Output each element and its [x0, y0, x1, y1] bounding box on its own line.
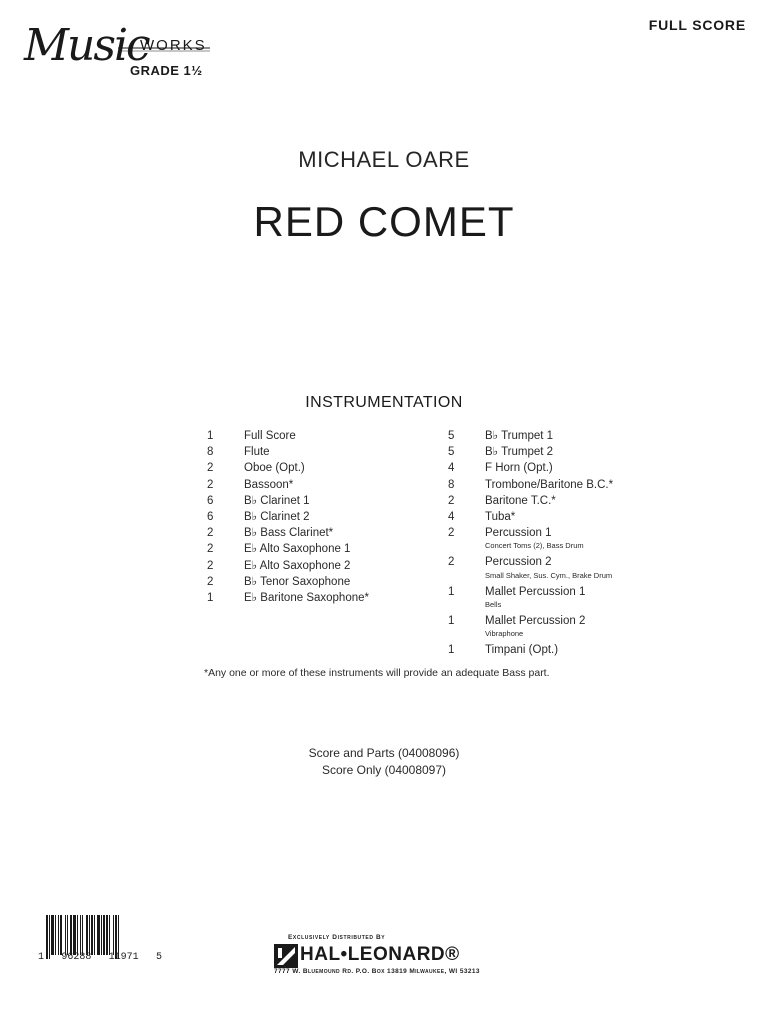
instrument-name-cell [485, 613, 678, 640]
barcode-bar [89, 915, 90, 955]
instrument-quantity: 2 [207, 527, 214, 540]
instrument-quantity: 1 [448, 644, 455, 657]
instrument-name-cell [244, 444, 437, 460]
instrument-quantity: 2 [207, 462, 214, 475]
instrument-row [207, 509, 437, 525]
instrument-name: B♭ Trumpet 2 [485, 446, 554, 459]
grade-label: GRADE 1½ [130, 63, 203, 78]
instrument-quantity: 8 [448, 478, 455, 491]
barcode-bar [51, 915, 54, 955]
instrument-row [448, 584, 678, 611]
barcode-bar [73, 915, 76, 955]
instrument-name-cell [485, 584, 678, 611]
instrument-name-cell [244, 574, 437, 590]
instrument-quantity: 2 [448, 556, 455, 569]
barcode-digit-group: 1 [38, 952, 45, 963]
barcode-digit-group: 11971 [108, 952, 139, 963]
barcode-bar [91, 915, 93, 955]
instrument-name: B♭ Trumpet 1 [485, 430, 554, 442]
instrument-name: Trombone/Baritone B.C.* [485, 478, 614, 491]
instrument-row [207, 541, 437, 557]
instrument-detail: Vibraphone [485, 629, 524, 639]
instrument-name: Percussion 2 [485, 556, 552, 569]
instrument-row [448, 444, 678, 460]
barcode-bar [55, 915, 56, 955]
instrument-row [448, 554, 678, 581]
instrument-quantity: 1 [448, 614, 455, 627]
instrument-quantity: 5 [448, 430, 455, 442]
instrument-row [207, 525, 437, 541]
barcode-bar [101, 915, 102, 955]
instrument-name: B♭ Tenor Saxophone [244, 575, 351, 588]
instrument-name-cell [244, 428, 437, 444]
instrument-quantity: 2 [207, 575, 214, 588]
instrument-quantity: 2 [207, 559, 214, 572]
instrument-name: Full Score [244, 430, 296, 442]
piece-title: RED COMET [253, 198, 515, 245]
brand-works-text: WORKS [140, 37, 207, 54]
distributor-address: 7777 W. Bluemound Rd. P.O. Box 13819 Milwaukee, WI 53213 [274, 968, 480, 975]
barcode-bar [113, 915, 114, 955]
instrument-name: F Horn (Opt.) [485, 462, 553, 475]
barcode-bar [94, 915, 95, 955]
instrument-row [207, 493, 437, 509]
instrument-name: Tuba* [485, 511, 516, 524]
instrument-name-cell [485, 525, 678, 552]
barcode-bar [106, 915, 108, 955]
instrumentation-left-column [207, 428, 437, 606]
instrument-row [448, 509, 678, 525]
instrument-quantity: 2 [207, 543, 214, 556]
instrument-name-cell [244, 509, 437, 525]
barcode-bar [70, 915, 72, 955]
barcode-bar [82, 915, 83, 955]
instrument-row [448, 428, 678, 444]
brand-script-text: Music [24, 20, 149, 71]
instrument-row [207, 477, 437, 493]
instrument-name: B♭ Clarinet 2 [244, 511, 310, 524]
barcode-digits [38, 952, 162, 963]
instrument-name: Mallet Percussion 1 [485, 585, 586, 598]
instrument-name-cell [244, 541, 437, 557]
instrument-name: Baritone T.C.* [485, 494, 556, 507]
barcode-bar [109, 915, 110, 955]
instrument-name-cell [244, 590, 437, 606]
instrument-row [448, 460, 678, 476]
barcode-bar [60, 915, 62, 955]
barcode-bar [80, 915, 81, 955]
instrument-row [207, 460, 437, 476]
instrument-name: E♭ Alto Saxophone 2 [244, 559, 351, 572]
instrument-name-cell [485, 509, 678, 525]
instrument-name-cell [244, 493, 437, 509]
composer-name: MICHAEL OARE [298, 147, 470, 172]
score-and-parts-number: Score and Parts (04008096) [308, 746, 460, 760]
instrument-name: Timpani (Opt.) [485, 644, 559, 657]
instrument-name-cell [485, 642, 678, 658]
instrument-name: Flute [244, 446, 270, 459]
barcode-bar [86, 915, 88, 955]
barcode-bar [67, 915, 68, 955]
instrument-quantity: 4 [448, 511, 455, 524]
instrument-name-cell [244, 477, 437, 493]
instrument-row [207, 558, 437, 574]
instrument-row [207, 590, 437, 606]
barcode-bar [58, 915, 59, 955]
instrument-name-cell [244, 558, 437, 574]
parts-info [0, 745, 768, 779]
instrument-quantity: 1 [207, 592, 214, 605]
instrument-quantity: 1 [448, 585, 455, 598]
instrument-row [448, 493, 678, 509]
instrument-name-cell [485, 444, 678, 460]
instrument-detail: Bells [485, 599, 502, 609]
instrument-name-cell [485, 428, 678, 444]
instrument-quantity: 2 [207, 478, 214, 491]
bass-part-footnote: *Any one or more of these instruments will provide an adequate Bass part. [204, 667, 550, 679]
instrument-row [207, 444, 437, 460]
instrument-name: B♭ Clarinet 1 [244, 494, 310, 507]
hal-leonard-logo-icon [274, 944, 298, 968]
instrument-quantity: 2 [448, 527, 455, 540]
instrument-detail: Small Shaker, Sus. Cym., Brake Drum [485, 570, 613, 580]
distributor-name: HAL•LEONARD® [300, 944, 460, 965]
instrument-name: E♭ Baritone Saxophone* [244, 592, 369, 605]
instrument-name: Percussion 1 [485, 527, 552, 540]
instrument-quantity: 5 [448, 446, 455, 459]
distributor-label: Exclusively Distributed By [288, 934, 386, 941]
score-only-number: Score Only (04008097) [321, 763, 447, 777]
instrument-name-cell [244, 525, 437, 541]
instrument-name: B♭ Bass Clarinet* [244, 527, 334, 540]
instrument-quantity: 8 [207, 446, 214, 459]
instrument-quantity: 6 [207, 494, 214, 507]
instrument-quantity: 4 [448, 462, 455, 475]
barcode-digit-group: 96288 [61, 952, 92, 963]
instrument-name: Oboe (Opt.) [244, 462, 305, 475]
instrument-row [207, 428, 437, 444]
instrument-row [448, 477, 678, 493]
instrument-row [448, 642, 678, 658]
instrument-quantity: 6 [207, 511, 214, 524]
barcode-bar [77, 915, 78, 955]
full-score-label: FULL SCORE [648, 17, 746, 33]
barcode-bar [65, 915, 66, 955]
instrument-name-cell [485, 460, 678, 476]
instrument-row [207, 574, 437, 590]
barcode-digit-group: 5 [155, 952, 162, 963]
instrumentation-right-column [448, 428, 678, 658]
instrument-name-cell [485, 493, 678, 509]
barcode-bar [97, 915, 100, 955]
instrument-name: E♭ Alto Saxophone 1 [244, 543, 351, 556]
instrument-row [448, 613, 678, 640]
instrument-name-cell [485, 554, 678, 581]
instrument-quantity: 1 [207, 430, 214, 442]
instrument-row [448, 525, 678, 552]
instrument-quantity: 2 [448, 494, 455, 507]
instrument-name-cell [244, 460, 437, 476]
instrumentation-heading: INSTRUMENTATION [305, 394, 463, 411]
instrument-detail: Concert Toms (2), Bass Drum [485, 541, 584, 551]
instrument-name: Mallet Percussion 2 [485, 614, 586, 627]
instrument-name-cell [485, 477, 678, 493]
barcode-bar [103, 915, 105, 955]
instrument-name: Bassoon* [244, 478, 294, 491]
